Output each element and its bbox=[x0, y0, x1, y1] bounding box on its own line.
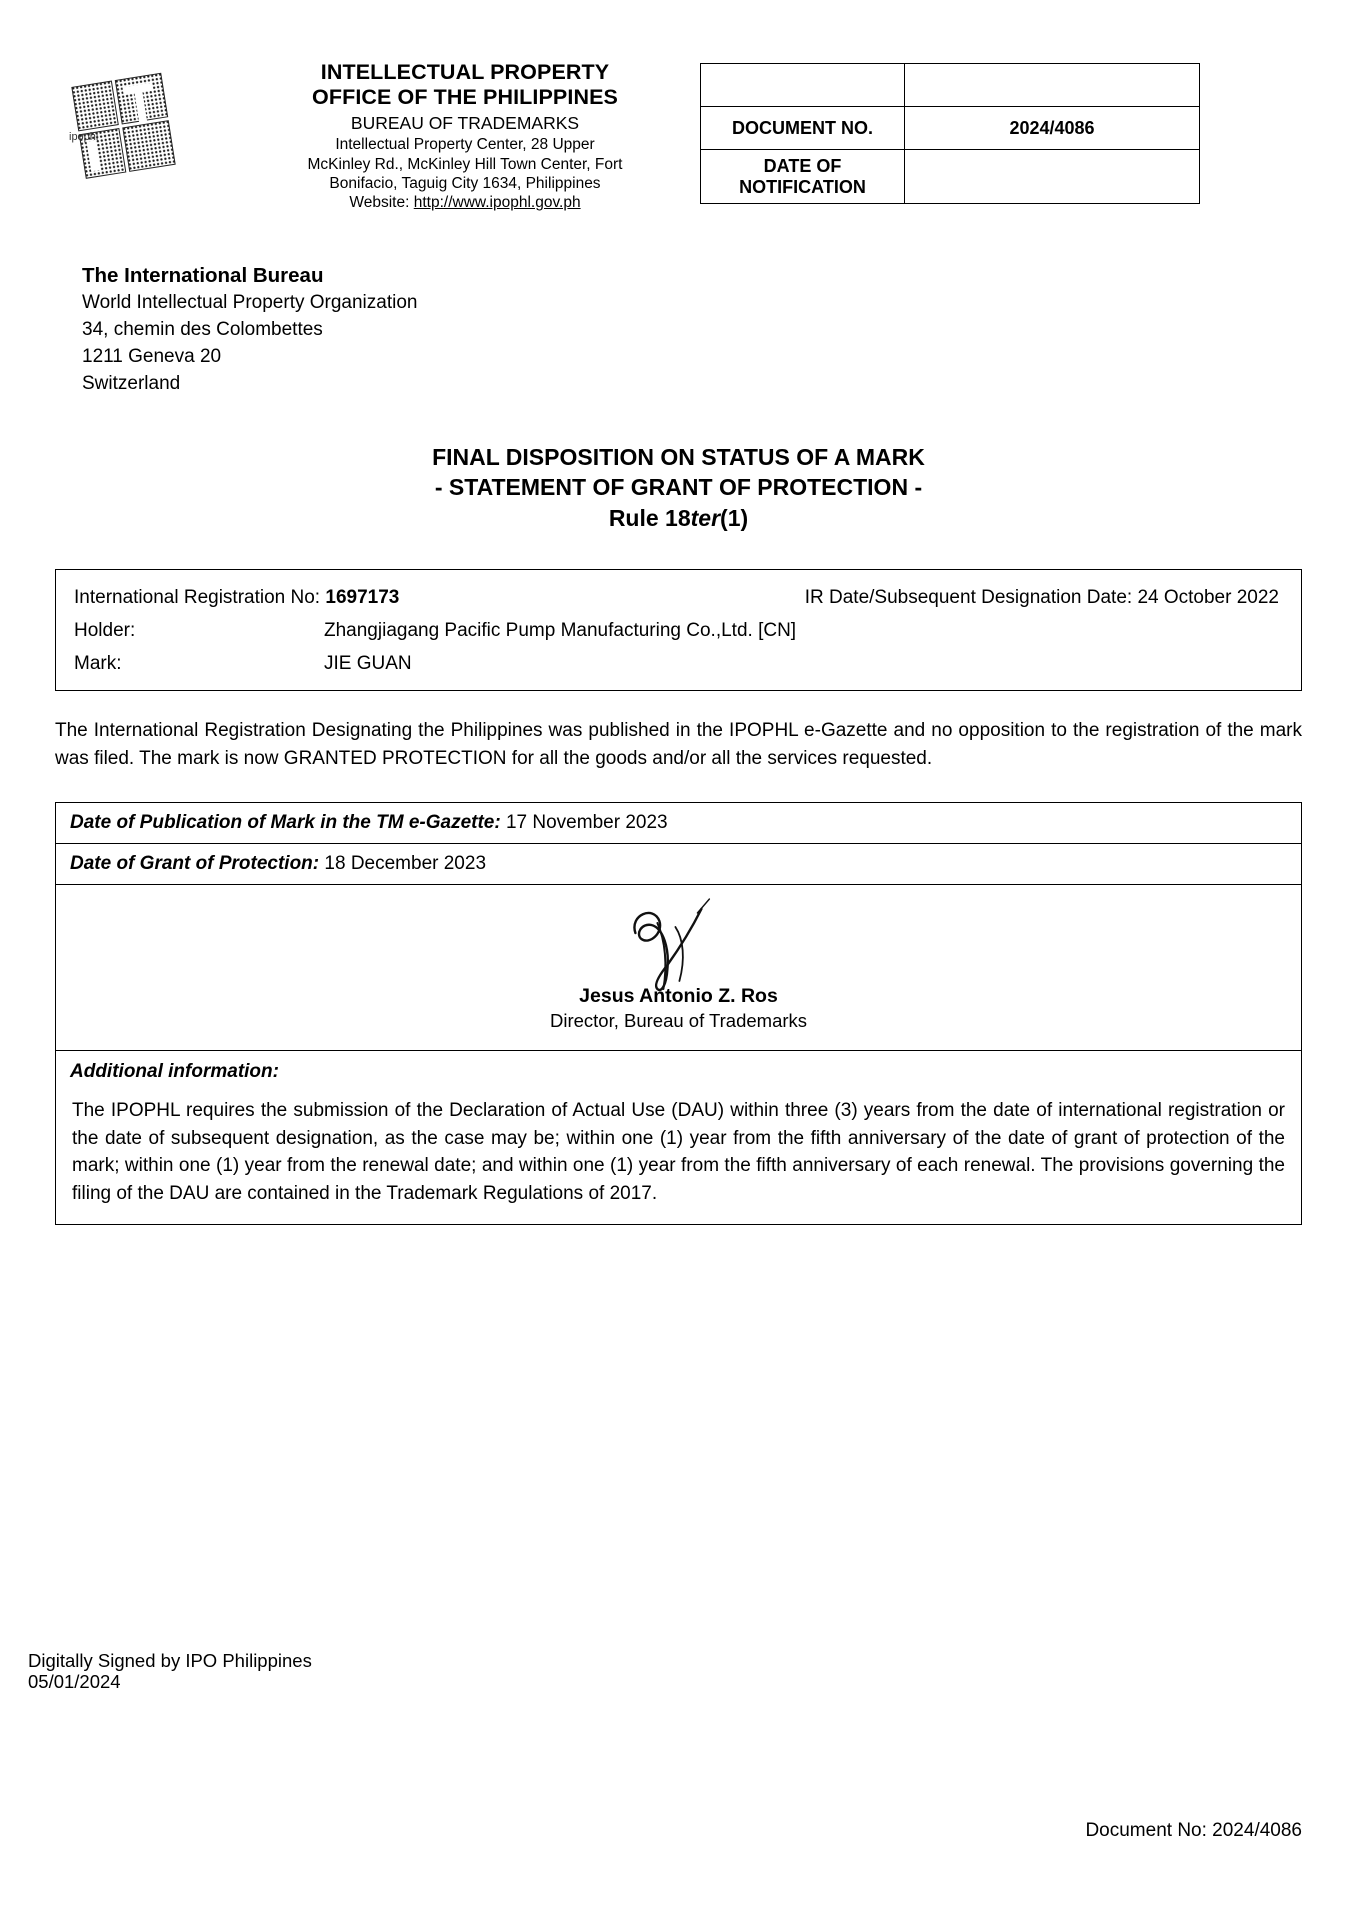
digital-signature-line2: 05/01/2024 bbox=[28, 1671, 121, 1693]
rule-prefix: Rule 18 bbox=[608, 504, 691, 531]
ir-date-value: 24 October 2022 bbox=[1137, 587, 1279, 609]
grant-date-value: 18 December 2023 bbox=[324, 853, 487, 875]
table-row bbox=[701, 107, 1200, 150]
additional-information-body: The IPOPHL requires the submission of the Declaration of Actual Use (DAU) within three (3) years from the date of international registration or the date of subsequent designation, as the case may be; within one (1) year from the fifth anniversary of the date of grant of protection of the mark; within one (1) year from the renewal date; and within one (1) year from the fifth anniversary of each renewal. The provisions governing the filing of the DAU are contained in the Trademark Regulations of 2017. bbox=[72, 1100, 1285, 1204]
date-of-notification-label: DATE OF NOTIFICATION bbox=[701, 150, 905, 204]
publication-date-label: Date of Publication of Mark in the TM e-Gazette: bbox=[70, 812, 501, 834]
blank-label-cell bbox=[701, 64, 905, 107]
addressee-line1: World Intellectual Property Organization bbox=[82, 291, 418, 313]
signatory-role: Director, Bureau of Trademarks bbox=[549, 1010, 808, 1032]
additional-information-label: Additional information: bbox=[70, 1061, 279, 1083]
org-address-line3: Bonifacio, Taguig City 1634, Philippines bbox=[329, 175, 601, 193]
website-label: Website: bbox=[349, 194, 410, 212]
ipophl-logo-icon bbox=[63, 70, 208, 190]
organization-block bbox=[270, 60, 660, 213]
org-address-line2: McKinley Rd., McKinley Hill Town Center, Fort bbox=[307, 155, 623, 173]
table-row bbox=[701, 150, 1200, 204]
footer-document-number: Document No: 2024/4086 bbox=[1085, 1820, 1302, 1841]
ir-number-label: International Registration No: bbox=[74, 587, 321, 609]
document-header bbox=[0, 0, 1357, 213]
signatory-name: Jesus Antonio Z. Ros bbox=[579, 985, 778, 1008]
addressee-name: The International Bureau bbox=[82, 263, 324, 287]
grant-date-label: Date of Grant of Protection: bbox=[70, 853, 320, 875]
org-title-line1: INTELLECTUAL PROPERTY bbox=[320, 60, 610, 84]
mark-label: Mark: bbox=[74, 652, 122, 674]
addressee-line3: 1211 Geneva 20 bbox=[82, 345, 222, 367]
ir-date-label: IR Date/Subsequent Designation Date: bbox=[804, 587, 1133, 609]
logo-container bbox=[0, 60, 270, 190]
org-address-line1: Intellectual Property Center, 28 Upper bbox=[335, 136, 595, 154]
bureau-name: BUREAU OF TRADEMARKS bbox=[350, 112, 580, 133]
holder-label: Holder: bbox=[74, 620, 136, 642]
blank-value-cell bbox=[905, 64, 1200, 107]
mark-value: JIE GUAN bbox=[324, 652, 412, 674]
org-title-line2: OFFICE OF THE PHILIPPINES bbox=[312, 85, 618, 110]
org-website-line bbox=[270, 194, 660, 212]
holder-value: Zhangjiagang Pacific Pump Manufacturing Co.,Ltd. [CN] bbox=[324, 620, 797, 642]
page-title bbox=[0, 442, 1357, 534]
addressee-block bbox=[82, 261, 1357, 398]
mark-row bbox=[56, 648, 1301, 681]
rule-suffix: (1) bbox=[720, 504, 749, 531]
document-no-label: DOCUMENT NO. bbox=[701, 107, 905, 150]
title-line-2: - STATEMENT OF GRANT OF PROTECTION - bbox=[434, 474, 923, 501]
body-paragraph: The International Registration Designating the Philippines was published in the IPOPHL e-Gazette and no opposition to the registration of the mark was filed. The mark is now GRANTED PROTECTION for all the goods and/or all the services requested. bbox=[55, 720, 1302, 769]
signature-area bbox=[56, 885, 1301, 1051]
ir-number-value: 1697173 bbox=[325, 587, 400, 609]
digital-signature-block bbox=[28, 1650, 312, 1693]
publication-date-value: 17 November 2023 bbox=[505, 812, 668, 834]
date-of-notification-value bbox=[905, 150, 1200, 204]
ir-date-group bbox=[805, 585, 1283, 612]
addressee-line4: Switzerland bbox=[82, 372, 181, 394]
title-line-1: FINAL DISPOSITION ON STATUS OF A MARK bbox=[432, 443, 925, 470]
table-row bbox=[701, 64, 1200, 107]
publication-date-row bbox=[56, 803, 1301, 844]
document-number-table-container bbox=[700, 60, 1200, 204]
digital-signature-line1: Digitally Signed by IPO Philippines bbox=[28, 1650, 312, 1671]
ir-number-row bbox=[56, 582, 1301, 615]
holder-row bbox=[56, 615, 1301, 648]
svg-text:ipophl: ipophl bbox=[68, 131, 98, 143]
rule-italic: ter bbox=[690, 504, 721, 531]
grant-date-row bbox=[56, 844, 1301, 885]
title-line-3 bbox=[0, 503, 1357, 534]
addressee-line2: 34, chemin des Colombettes bbox=[82, 318, 323, 340]
registration-box bbox=[55, 569, 1302, 691]
grant-box bbox=[55, 802, 1302, 1224]
website-link[interactable]: http://www.ipophl.gov.ph bbox=[413, 194, 581, 212]
document-number-table bbox=[700, 63, 1200, 204]
document-no-value: 2024/4086 bbox=[905, 107, 1200, 150]
